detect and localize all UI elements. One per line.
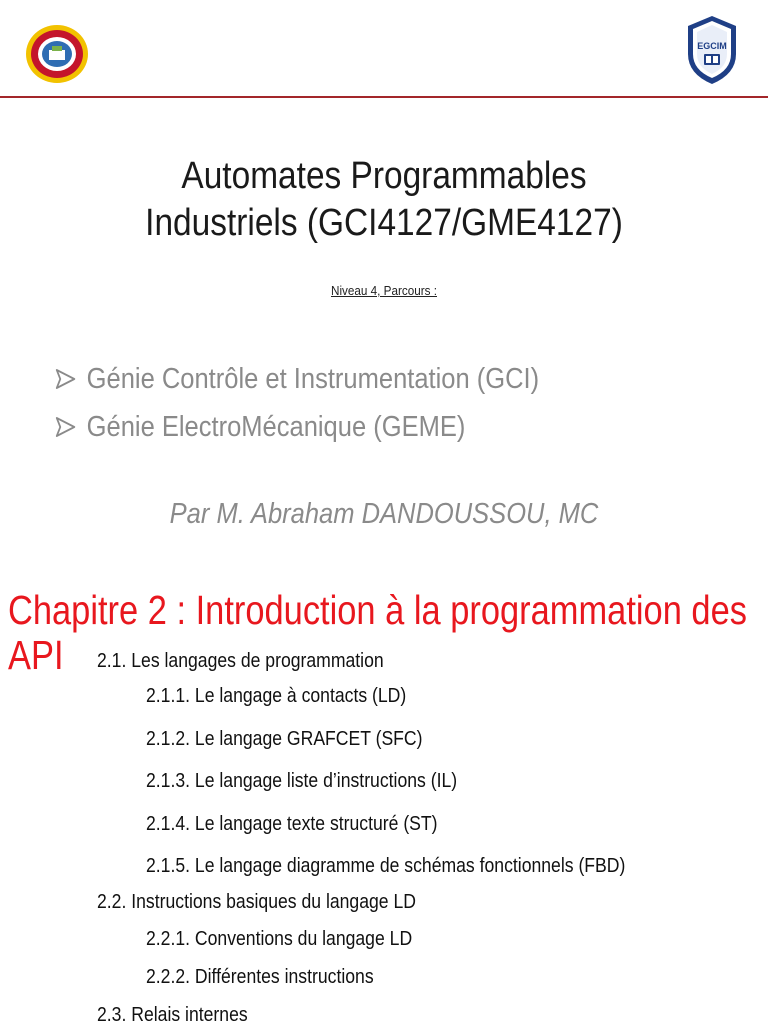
toc-item: 2.1.5. Le langage diagramme de schémas fonctionnels (FBD) xyxy=(146,855,626,877)
level-subtitle: Niveau 4, Parcours : xyxy=(330,283,438,298)
toc-item: 2.3. Relais internes xyxy=(97,1004,248,1024)
parcours-label: Génie Contrôle et Instrumentation (GCI) xyxy=(86,362,540,395)
toc-item: 2.1.4. Le langage texte structuré (ST) xyxy=(146,813,438,835)
toc-item: 2.1.1. Le langage à contacts (LD) xyxy=(146,685,407,707)
toc-item: 2.2.2. Différentes instructions xyxy=(146,966,374,988)
chapter-heading-line2: API xyxy=(8,632,64,678)
chapter-heading-line1: Chapitre 2 : Introduction à la programmation des xyxy=(8,587,747,633)
toc-item: 2.2. Instructions basiques du langage LD xyxy=(97,891,416,913)
course-title: Automates Programmables Industriels (GCI4127/GME4127) xyxy=(145,155,623,244)
toc-item: 2.1.2. Le langage GRAFCET (SFC) xyxy=(146,728,423,750)
toc-item: 2.1.3. Le langage liste d’instructions (IL) xyxy=(146,770,458,792)
toc-item: 2.2.1. Conventions du langage LD xyxy=(146,928,413,950)
egcim-logo-text: EGCIM xyxy=(697,41,727,51)
toc-item: 2.1. Les langages de programmation xyxy=(97,650,384,672)
author-line: Par M. Abraham DANDOUSSOU, MC xyxy=(169,498,599,530)
parcours-label: Génie ElectroMécanique (GEME) xyxy=(86,410,466,443)
